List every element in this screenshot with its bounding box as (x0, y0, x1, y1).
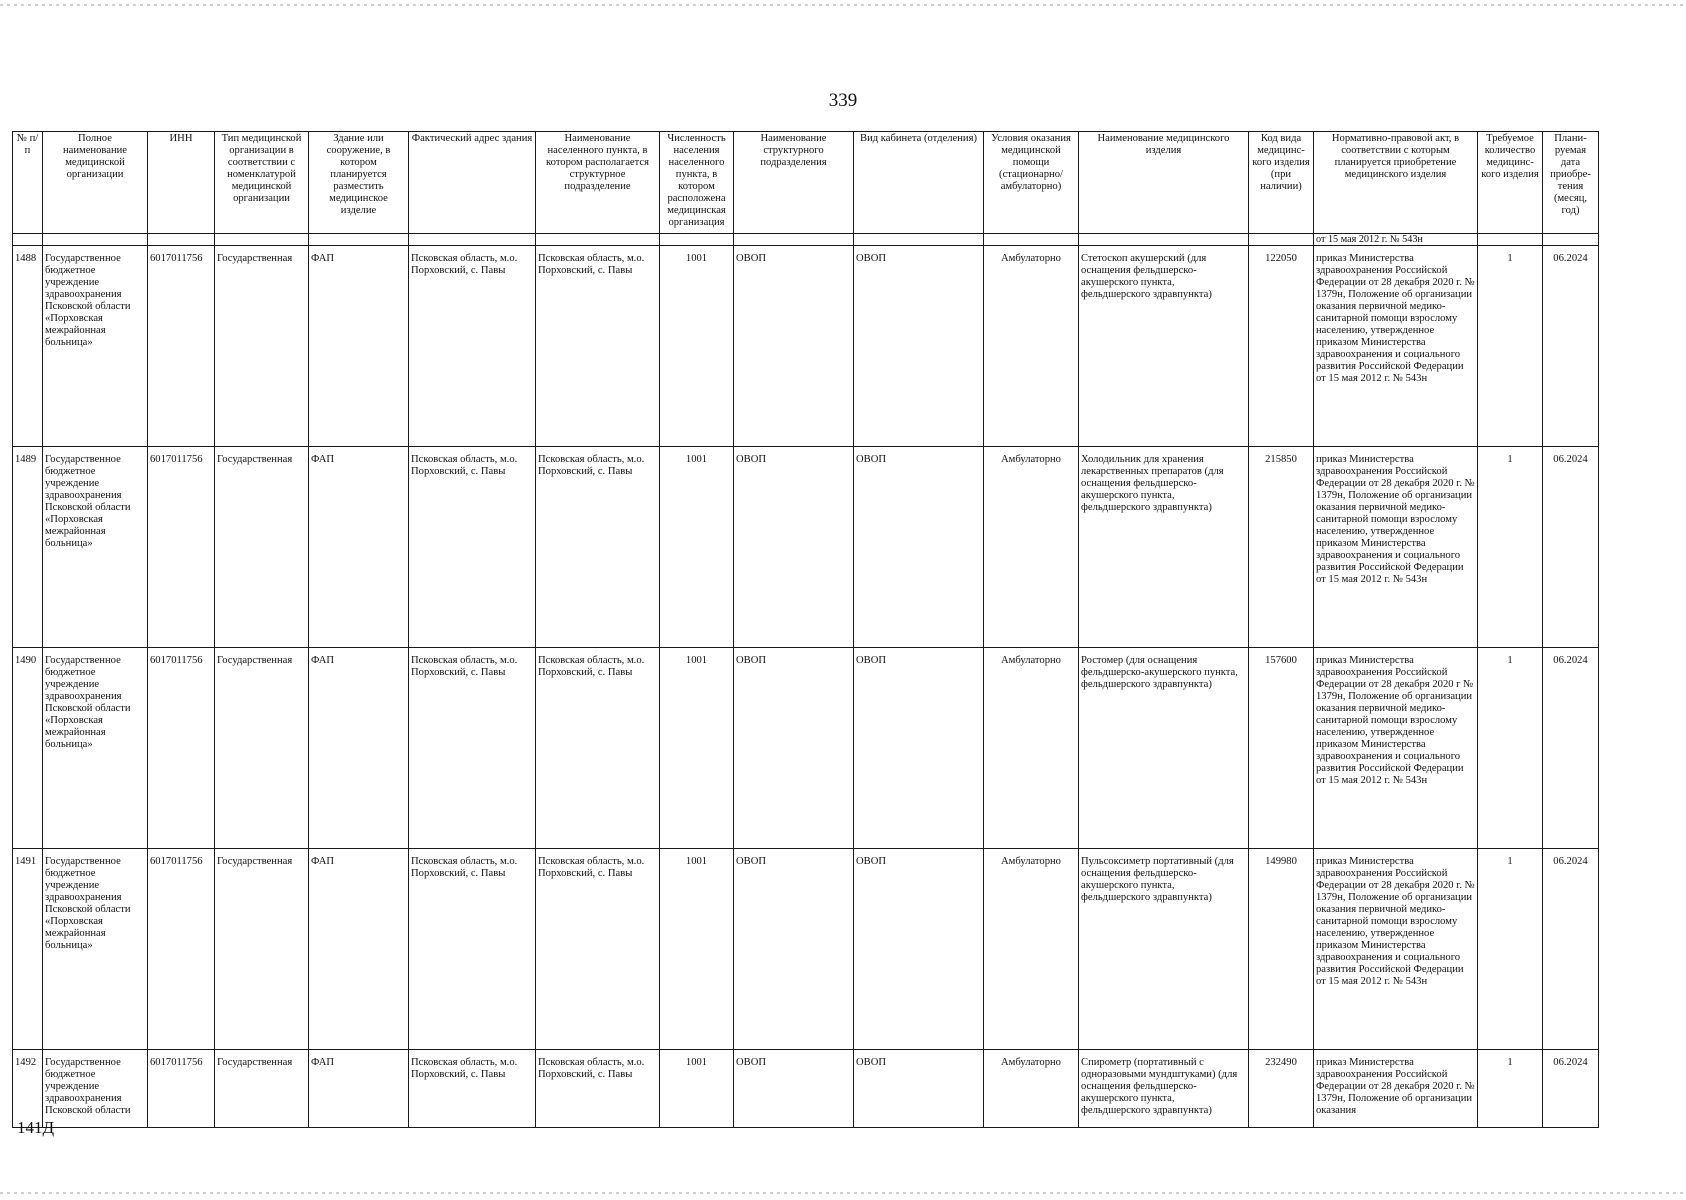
legal-act-cell: приказ Министерства здравоохранения Российской Федерации от 28 декабря 2020 г. № 1379н, Положение об организации оказания первичной медико-санитарной помощи взрослому населению, утвержденное приказом Министерства здравоохранения и социального развития Российской Федерации от 15 мая 2012 г. № 543н (1314, 447, 1478, 648)
settlement-cell: Псковская область, м.о. Порховский, с. Павы (536, 849, 660, 1050)
building-cell: ФАП (309, 246, 409, 447)
header-cell: Тип медицинской организации в соответствии с номенклатурой медицинской организации (215, 132, 309, 234)
device-code-cell: 149980 (1249, 849, 1314, 1050)
header-cell: № п/п (13, 132, 43, 234)
settlement-cell: Псковская область, м.о. Порховский, с. Павы (536, 447, 660, 648)
device-cell: Холодильник для хранения лекарственных препаратов (для оснащения фельдшерско-акушерского пункта, фельдшерского здравпункта) (1079, 447, 1249, 648)
cabinet-cell: ОВОП (854, 1050, 984, 1128)
header-cell: ИНН (148, 132, 215, 234)
device-cell: Пульсоксиметр портативный (для оснащения фельдшерско-акушерского пункта, фельдшерского здравпункта) (1079, 849, 1249, 1050)
address-cell: Псковская область, м.о. Порховский, с. Павы (409, 447, 536, 648)
row-number: 1491 (13, 849, 43, 1050)
row-number: 1492 (13, 1050, 43, 1128)
planned-date-cell: 06.2024 (1543, 447, 1599, 648)
quantity-cell: 1 (1478, 246, 1543, 447)
unit-cell: ОВОП (734, 447, 854, 648)
planned-date-cell: 06.2024 (1543, 849, 1599, 1050)
row-number: 1489 (13, 447, 43, 648)
header-cell: Здание или сооружение, в котором планируется разместить медицинское изделие (309, 132, 409, 234)
address-cell: Псковская область, м.о. Порховский, с. Павы (409, 849, 536, 1050)
quantity-cell: 1 (1478, 648, 1543, 849)
planned-date-cell: 06.2024 (1543, 1050, 1599, 1128)
legal-act-cell: приказ Министерства здравоохранения Российской Федерации от 28 декабря 2020 г. № 1379н, Положение об организации оказания первичной медико-санитарной помощи взрослому населению, утвержденное приказом Министерства здравоохранения и социального развития Российской Федерации от 15 мая 2012 г. № 543н (1314, 849, 1478, 1050)
planned-date-cell: 06.2024 (1543, 648, 1599, 849)
document-code: 141Д (17, 1118, 55, 1137)
legal-act-cell: приказ Министерства здравоохранения Российской Федерации от 28 декабря 2020 г № 1379н, Положение об организации оказания первичной медико-санитарной помощи взрослому населению, утвержденное приказом Министерства здравоохранения и социального развития Российской Федерации от 15 мая 2012 г. № 543н (1314, 648, 1478, 849)
header-cell: Код вида медицинс-кого изделия (при наличии) (1249, 132, 1314, 234)
unit-cell: ОВОП (734, 849, 854, 1050)
org-type-cell: Государственная (215, 447, 309, 648)
unit-cell: ОВОП (734, 648, 854, 849)
continuation-cell: от 15 мая 2012 г. № 543н (1314, 234, 1478, 246)
building-cell: ФАП (309, 849, 409, 1050)
org-name-cell: Государственное бюджетное учреждение здравоохранения Псковской области «Порховская межрайонная больница» (43, 849, 148, 1050)
row-number: 1490 (13, 648, 43, 849)
building-cell: ФАП (309, 447, 409, 648)
conditions-cell: Амбулаторно (984, 246, 1079, 447)
settlement-cell: Псковская область, м.о. Порховский, с. Павы (536, 1050, 660, 1128)
population-cell: 1001 (660, 1050, 734, 1128)
population-cell: 1001 (660, 648, 734, 849)
header-cell: Требуемое количество медицинс-кого изделия (1478, 132, 1543, 234)
cabinet-cell: ОВОП (854, 648, 984, 849)
table-row (13, 246, 1599, 447)
org-name-cell: Государственное бюджетное учреждение здравоохранения Псковской области «Порховская межрайонная больница» (43, 447, 148, 648)
device-code-cell: 122050 (1249, 246, 1314, 447)
header-cell: Наименование населенного пункта, в котором располагается структурное подразделение (536, 132, 660, 234)
address-cell: Псковская область, м.о. Порховский, с. Павы (409, 246, 536, 447)
population-cell: 1001 (660, 849, 734, 1050)
table-row (13, 849, 1599, 1050)
org-type-cell: Государственная (215, 648, 309, 849)
inn-cell: 6017011756 (148, 246, 215, 447)
conditions-cell: Амбулаторно (984, 447, 1079, 648)
header-cell: Условия оказания медицинской помощи (стационарно/ амбулаторно) (984, 132, 1079, 234)
conditions-cell: Амбулаторно (984, 1050, 1079, 1128)
unit-cell: ОВОП (734, 246, 854, 447)
building-cell: ФАП (309, 648, 409, 849)
device-cell: Ростомер (для оснащения фельдшерско-акушерского пункта, фельдшерского здравпункта) (1079, 648, 1249, 849)
org-name-cell: Государственное бюджетное учреждение здравоохранения Псковской области (43, 1050, 148, 1128)
org-type-cell: Государственная (215, 1050, 309, 1128)
address-cell: Псковская область, м.о. Порховский, с. Павы (409, 1050, 536, 1128)
continuation-row (13, 234, 1599, 246)
scan-artifact-top (0, 4, 1686, 6)
header-cell: Наименование медицинского изделия (1079, 132, 1249, 234)
unit-cell: ОВОП (734, 1050, 854, 1128)
header-cell: Вид кабинета (отделения) (854, 132, 984, 234)
population-cell: 1001 (660, 246, 734, 447)
table-row (13, 648, 1599, 849)
table-row (13, 1050, 1599, 1128)
scan-artifact-bottom (0, 1192, 1686, 1194)
quantity-cell: 1 (1478, 447, 1543, 648)
header-cell: Нормативно-правовой акт, в соответствии с которым планируется приобретение медицинского изделия (1314, 132, 1478, 234)
registry-table (12, 131, 1599, 1128)
settlement-cell: Псковская область, м.о. Порховский, с. Павы (536, 648, 660, 849)
page-number: 339 (828, 90, 858, 111)
header-row (13, 132, 1599, 234)
device-code-cell: 215850 (1249, 447, 1314, 648)
header-cell: Полное наименование медицинской организации (43, 132, 148, 234)
table-row (13, 447, 1599, 648)
header-cell: Фактический адрес здания (409, 132, 536, 234)
quantity-cell: 1 (1478, 1050, 1543, 1128)
inn-cell: 6017011756 (148, 1050, 215, 1128)
cabinet-cell: ОВОП (854, 246, 984, 447)
org-type-cell: Государственная (215, 849, 309, 1050)
org-type-cell: Государственная (215, 246, 309, 447)
device-code-cell: 157600 (1249, 648, 1314, 849)
conditions-cell: Амбулаторно (984, 849, 1079, 1050)
header-cell: Наименование структурного подразделения (734, 132, 854, 234)
address-cell: Псковская область, м.о. Порховский, с. Павы (409, 648, 536, 849)
device-cell: Стетоскоп акушерский (для оснащения фельдшерско-акушерского пункта, фельдшерского здравпункта) (1079, 246, 1249, 447)
inn-cell: 6017011756 (148, 447, 215, 648)
header-cell: Плани-руемая дата приобре-тения (месяц, год) (1543, 132, 1599, 234)
inn-cell: 6017011756 (148, 648, 215, 849)
population-cell: 1001 (660, 447, 734, 648)
row-number: 1488 (13, 246, 43, 447)
org-name-cell: Государственное бюджетное учреждение здравоохранения Псковской области «Порховская межрайонная больница» (43, 246, 148, 447)
building-cell: ФАП (309, 1050, 409, 1128)
planned-date-cell: 06.2024 (1543, 246, 1599, 447)
org-name-cell: Государственное бюджетное учреждение здравоохранения Псковской области «Порховская межрайонная больница» (43, 648, 148, 849)
header-cell: Численность населения населенного пункта, в котором расположена медицинская организация (660, 132, 734, 234)
legal-act-cell: приказ Министерства здравоохранения Российской Федерации от 28 декабря 2020 г. № 1379н, Положение об организации оказания (1314, 1050, 1478, 1128)
inn-cell: 6017011756 (148, 849, 215, 1050)
cabinet-cell: ОВОП (854, 849, 984, 1050)
settlement-cell: Псковская область, м.о. Порховский, с. Павы (536, 246, 660, 447)
device-code-cell: 232490 (1249, 1050, 1314, 1128)
quantity-cell: 1 (1478, 849, 1543, 1050)
legal-act-cell: приказ Министерства здравоохранения Российской Федерации от 28 декабря 2020 г. № 1379н, Положение об организации оказания первичной медико-санитарной помощи взрослому населению, утвержденное приказом Министерства здравоохранения и социального развития Российской Федерации от 15 мая 2012 г. № 543н (1314, 246, 1478, 447)
cabinet-cell: ОВОП (854, 447, 984, 648)
conditions-cell: Амбулаторно (984, 648, 1079, 849)
device-cell: Спирометр (портативный с одноразовыми мундштуками) (для оснащения фельдшерско-акушерского пункта, фельдшерского здравпункта) (1079, 1050, 1249, 1128)
